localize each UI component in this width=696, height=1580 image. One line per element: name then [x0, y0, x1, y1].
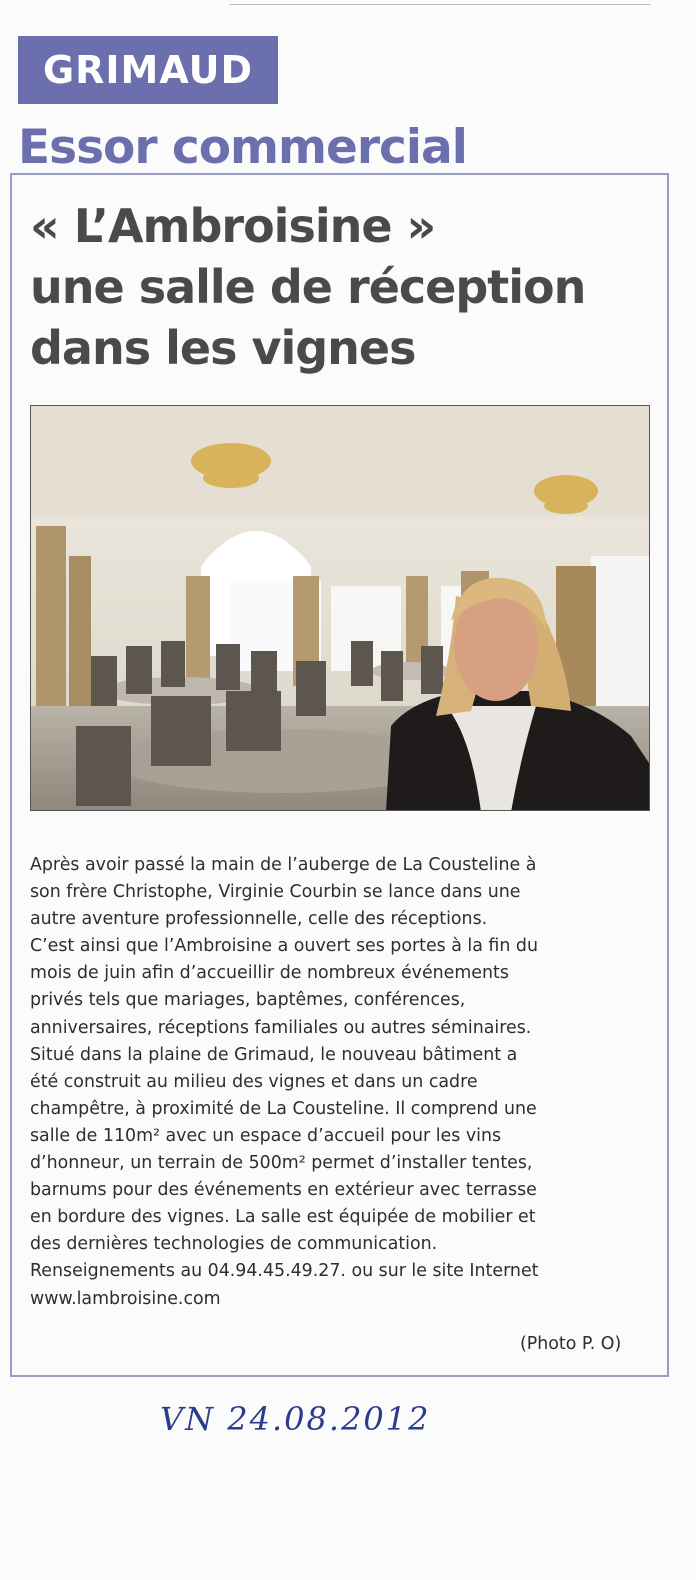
body-line: anniversaires, réceptions familiales ou autres séminaires. [30, 1017, 532, 1038]
body-line: son frère Christophe, Virginie Courbin se lance dans une [30, 882, 521, 903]
body-line: des dernières technologies de communication. [30, 1234, 438, 1255]
headline-line-1: « L’Ambroisine » [30, 199, 436, 253]
headline [30, 196, 660, 379]
photo-illustration [31, 406, 650, 811]
body-line: champêtre, à proximité de La Cousteline. Il comprend une [30, 1098, 537, 1119]
article-photo [30, 405, 650, 811]
body-line: privés tels que mariages, baptêmes, conférences, [30, 990, 466, 1011]
body-line: C’est ainsi que l’Ambroisine a ouvert ses portes à la fin du [30, 936, 538, 957]
body-line: Renseignements au 04.94.45.49.27. ou sur le site Internet [30, 1261, 539, 1282]
article-body [30, 852, 650, 1313]
body-line: autre aventure professionnelle, celle des réceptions. [30, 909, 488, 930]
body-line: été construit au milieu des vignes et dans un cadre [30, 1071, 478, 1092]
handwritten-note: VN 24.08.2012 [160, 1400, 431, 1438]
photo-credit: (Photo P. O) [520, 1334, 622, 1354]
headline-line-2: une salle de réception [30, 260, 586, 314]
body-line: Après avoir passé la main de l’auberge de La Cousteline à [30, 855, 537, 875]
body-line: mois de juin afin d’accueillir de nombreux événements [30, 963, 509, 984]
body-line: salle de 110m² avec un espace d’accueil pour les vins [30, 1125, 502, 1146]
body-line: Situé dans la plaine de Grimaud, le nouveau bâtiment a [30, 1044, 518, 1065]
website-line: www.lambroisine.com [30, 1288, 221, 1309]
body-line: en bordure des vignes. La salle est équipée de mobilier et [30, 1207, 536, 1228]
top-rule [230, 4, 650, 5]
headline-line-3: dans les vignes [30, 321, 416, 375]
kicker-title: Essor commercial [18, 120, 467, 175]
body-line: d’honneur, un terrain de 500m² permet d’installer tentes, [30, 1153, 533, 1174]
body-line: barnums pour des événements en extérieur avec terrasse [30, 1180, 537, 1201]
section-tag: GRIMAUD [18, 36, 278, 104]
